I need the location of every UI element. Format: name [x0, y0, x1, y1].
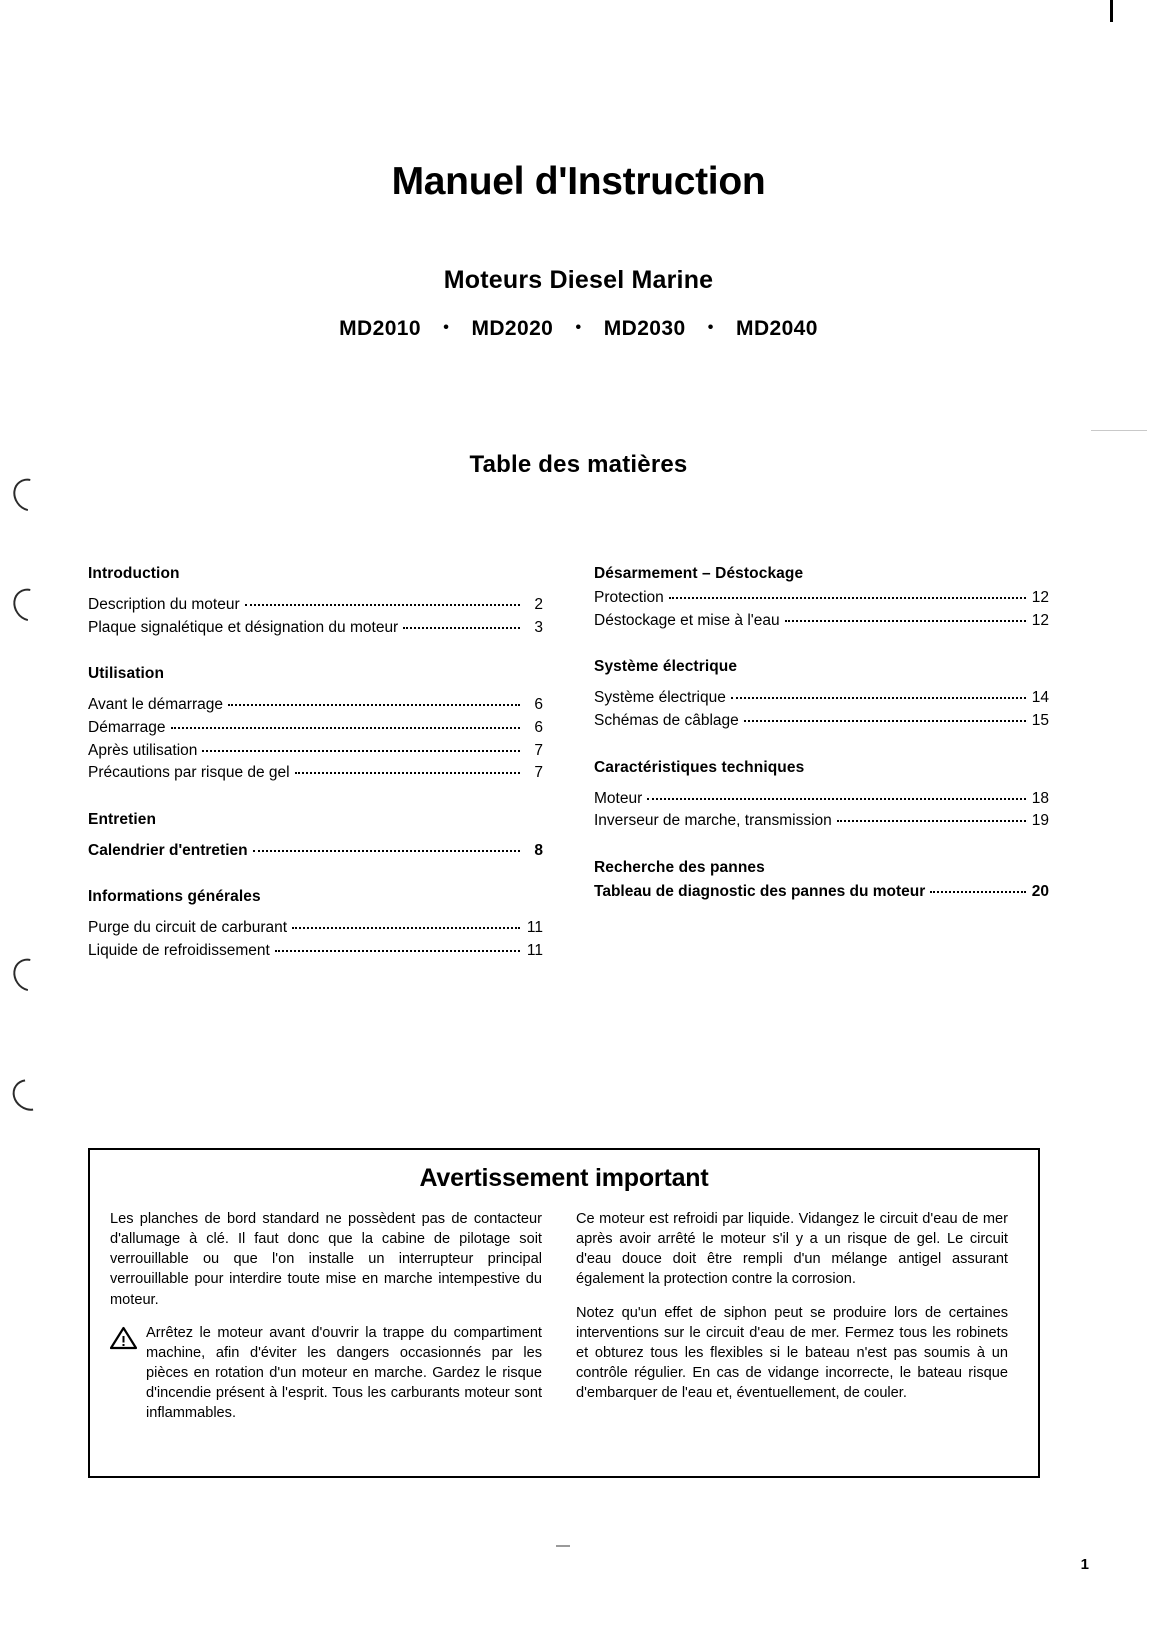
toc-entry-label: Après utilisation [88, 741, 198, 759]
table-of-contents [0, 565, 1157, 989]
model-separator-dot: • [575, 319, 582, 336]
toc-entry[interactable] [88, 940, 543, 963]
toc-entry-page: 18 [1031, 789, 1049, 807]
toc-entry[interactable] [594, 587, 1049, 610]
toc-entry-page: 7 [534, 764, 543, 782]
warning-note [110, 1323, 542, 1424]
toc-leader-dots [245, 604, 520, 606]
warning-paragraph: Les planches de bord standard ne possèdent pas de contacteur d'allumage à clé. Il faut donc que la cabine de pilotage soit verrouillable ou que l'on installe un interrupteur principal verrouillable pour interdire toute mise en marche intempestive du moteur. [110, 1211, 542, 1308]
warning-columns [90, 1209, 1038, 1423]
toc-leader-dots [837, 820, 1026, 822]
toc-group [88, 565, 543, 639]
toc-leader-dots [731, 697, 1026, 699]
toc-leader-dots [202, 750, 520, 752]
warning-triangle-icon [110, 1326, 137, 1356]
toc-entry-label: Moteur [594, 789, 643, 807]
toc-group-heading: Informations générales [88, 888, 261, 906]
toc-leader-dots [292, 927, 520, 929]
toc-entry[interactable] [88, 717, 543, 740]
page-number: 1 [1080, 1556, 1089, 1573]
toc-entry-label: Plaque signalétique et désignation du moteur [88, 618, 399, 636]
model-name: MD2040 [736, 317, 818, 340]
toc-entry-label: Protection [594, 589, 664, 606]
toc-entry[interactable] [88, 617, 543, 640]
toc-entry-label: Schémas de câblage [594, 711, 739, 729]
toc-entry-page: 11 [526, 942, 543, 959]
model-name: MD2030 [603, 317, 686, 340]
toc-group [594, 759, 1049, 833]
toc-entry-label: Précautions par risque de gel [88, 764, 290, 782]
toc-leader-dots [253, 850, 520, 852]
warning-note-text: Arrêtez le moteur avant d'ouvrir la trappe du compartiment machine, afin d'éviter les dangers occasionnés par les pièces en rotation d'un moteur en marche. Gardez le risque d'incendie présent à l'esprit. Tous les carburants moteur sont inflammables. [146, 1324, 542, 1422]
toc-entry[interactable] [88, 740, 543, 763]
toc-group [88, 811, 543, 863]
toc-entry-label: Système électrique [594, 689, 726, 707]
scan-corner-mark [1110, 0, 1113, 22]
toc-entry-page: 15 [1031, 711, 1049, 729]
toc-entry-page: 14 [1031, 689, 1049, 707]
toc-entry-label: Avant le démarrage [88, 696, 223, 714]
warning-right-column [576, 1209, 1008, 1423]
important-warning-box [88, 1148, 1040, 1478]
toc-entry[interactable] [88, 840, 543, 863]
toc-entry-page: 2 [534, 596, 543, 613]
toc-group-heading: Désarmement – Déstockage [594, 565, 804, 582]
toc-group-heading: Recherche des pannes [594, 858, 765, 876]
toc-leader-dots [669, 597, 1026, 599]
toc-group [88, 665, 543, 785]
toc-leader-dots [275, 950, 520, 952]
toc-leader-dots [785, 620, 1026, 622]
toc-entry-page: 19 [1031, 812, 1049, 830]
toc-entry-page: 8 [534, 841, 543, 859]
toc-leader-dots [228, 704, 520, 706]
toc-leader-dots [647, 798, 1026, 800]
toc-group-heading: Caractéristiques techniques [594, 758, 805, 776]
toc-group-heading: Entretien [88, 810, 157, 828]
model-name: MD2010 [339, 317, 421, 340]
toc-entry[interactable] [594, 810, 1049, 833]
toc-left-column [88, 565, 543, 989]
model-name: MD2020 [471, 317, 554, 340]
toc-entry-label: Déstockage et mise à l'eau [594, 611, 780, 629]
toc-entry-page: 20 [1031, 882, 1049, 900]
scan-bottom-mark [556, 1545, 570, 1547]
toc-entry[interactable] [594, 788, 1049, 811]
toc-entry-label: Inverseur de marche, transmission [594, 812, 832, 830]
toc-leader-dots [930, 891, 1026, 893]
model-separator-dot: • [707, 319, 714, 336]
toc-entry-page: 6 [534, 718, 543, 736]
scan-edge-line [1091, 430, 1147, 431]
toc-entry-page: 6 [534, 696, 543, 714]
toc-entry[interactable] [88, 762, 543, 785]
toc-leader-dots [744, 720, 1026, 722]
toc-entry-label: Calendrier d'entretien [88, 841, 248, 859]
toc-entry[interactable] [88, 917, 543, 940]
toc-right-column [594, 565, 1049, 989]
toc-entry[interactable] [594, 687, 1049, 710]
toc-entry-label: Purge du circuit de carburant [88, 919, 288, 937]
warning-paragraph: Ce moteur est refroidi par liquide. Vidangez le circuit d'eau de mer après avoir arrêté le moteur s'il y a un risque de gel. Le circuit d'eau douce doit être rempli d'un mélange antigel assurant également la protection contre la corrosion. [576, 1211, 1008, 1288]
toc-leader-dots [295, 772, 520, 774]
toc-entry-label: Liquide de refroidissement [88, 942, 270, 959]
binding-ring-icon [6, 1073, 51, 1117]
toc-leader-dots [171, 727, 520, 729]
model-separator-dot: • [443, 319, 450, 336]
toc-leader-dots [403, 627, 520, 629]
toc-entry-page: 12 [1031, 611, 1049, 629]
toc-entry-page: 12 [1031, 589, 1049, 606]
toc-group [88, 888, 543, 962]
toc-entry[interactable] [88, 694, 543, 717]
model-list [0, 317, 1157, 341]
toc-group [594, 859, 1049, 904]
toc-entry[interactable] [88, 594, 543, 617]
warning-paragraph: Notez qu'un effet de siphon peut se produire lors de certaines interventions sur le circuit d'eau de mer. Fermez tous les robinets et obturez tous les flexibles si le bateau n'est pas soumis à un contrôle régulier. En cas de vidange incorrecte, le bateau risque d'embarquer de l'eau et, éventuellement, de couler. [576, 1304, 1008, 1401]
toc-entry-label: Démarrage [88, 718, 166, 736]
toc-group-heading: Système électrique [594, 658, 738, 676]
toc-entry[interactable] [594, 610, 1049, 633]
binding-ring-icon [7, 472, 51, 517]
page-subtitle: Moteurs Diesel Marine [443, 266, 714, 294]
toc-group [594, 658, 1049, 732]
toc-entry-page: 3 [534, 618, 543, 636]
toc-heading: Table des matières [469, 451, 688, 478]
toc-entry[interactable] [594, 881, 1049, 904]
toc-group-heading: Introduction [88, 565, 180, 582]
toc-entry-page: 7 [534, 741, 543, 759]
page-title: Manuel d'Instruction [391, 160, 766, 203]
warning-left-column [110, 1209, 542, 1423]
toc-entry-page: 11 [526, 919, 543, 937]
warning-title: Avertissement important [419, 1164, 709, 1192]
toc-entry-label: Description du moteur [88, 596, 240, 613]
toc-entry[interactable] [594, 710, 1049, 733]
toc-group [594, 565, 1049, 632]
toc-group-heading: Utilisation [88, 665, 165, 683]
toc-entry-label: Tableau de diagnostic des pannes du moteur [594, 882, 926, 900]
